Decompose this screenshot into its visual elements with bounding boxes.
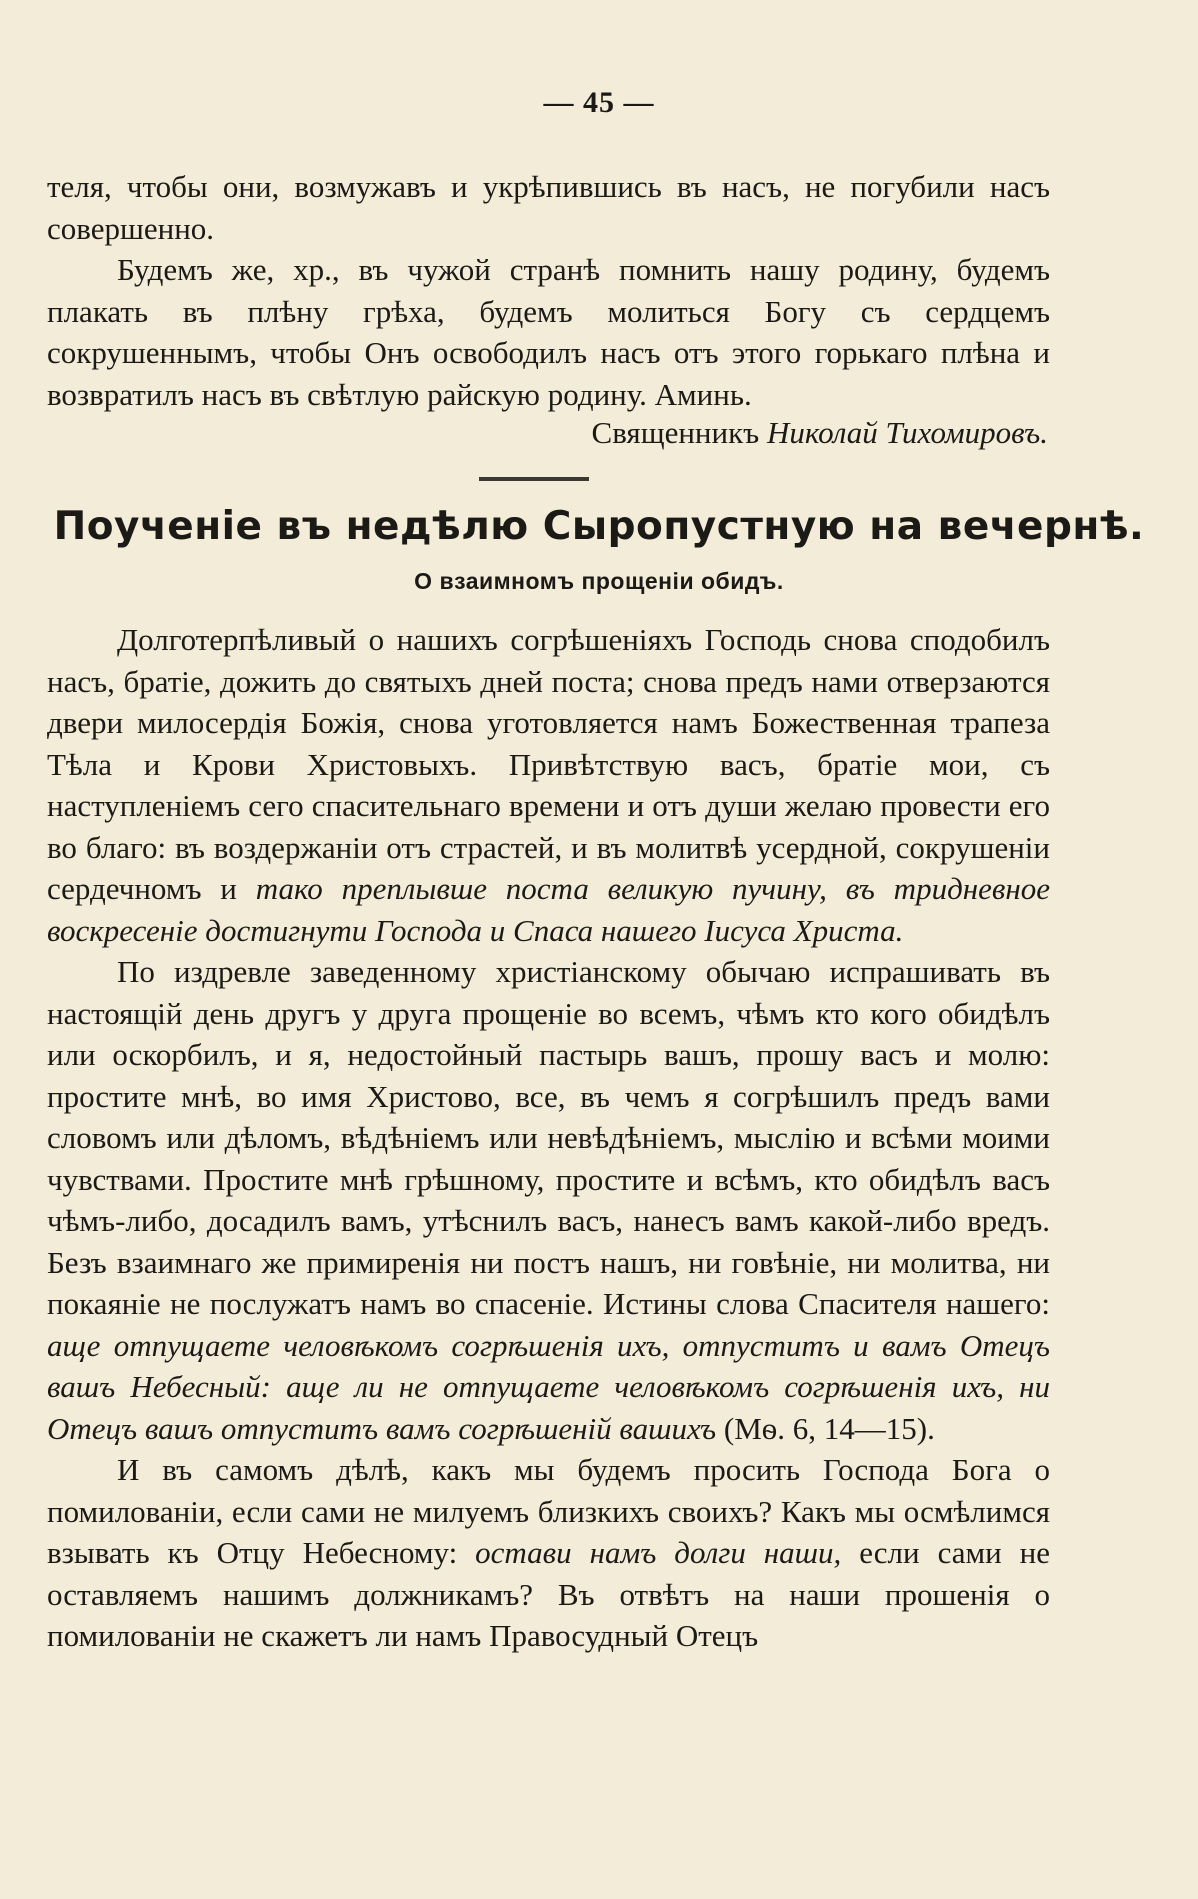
intro-paragraph-2: Будемъ же, хр., въ чужой странѣ помнить нашу родину, будемъ плакать въ плѣну грѣха, будемъ молиться Богу съ сердцемъ сокрушеннымъ, чтобы Онъ освободилъ насъ отъ этого горькаго плѣна и возвратилъ насъ въ свѣтлую райскую родину. Аминь. — [47, 252, 1050, 412]
sermon-paragraph-3 — [47, 1449, 1050, 1657]
sermon-paragraph-3-text-end: если сами не оставляемъ нашимъ должникамъ? Въ отвѣтъ на наши прошенія о помилованіи не скажетъ ли намъ Правосудный Отецъ — [47, 1535, 1050, 1653]
section-divider — [479, 477, 589, 481]
page-number: — 45 — — [543, 86, 655, 119]
sermon-paragraph-2-reference: (Мѳ. 6, 14—15). — [716, 1410, 935, 1446]
sermon-paragraph-3-text: И въ самомъ дѣлѣ, какъ мы будемъ просить Господа Бога о помилованіи, если сами не милуемъ близкихъ своихъ? Какъ мы осмѣлимся взывать къ Отцу Небесному: — [47, 1452, 1050, 1570]
sermon-subtitle: О взаимномъ прощеніи обидъ. — [414, 568, 784, 594]
sermon-paragraph-3-quote: остави намъ долги наши, — [475, 1535, 842, 1570]
sermon-paragraph-2-text: По издревле заведенному христіанскому обычаю испрашивать въ настоящій день другъ у друга прощеніе во всемъ, чѣмъ кто кого обидѣлъ или оскорбилъ, и я, недостойный пастырь вашъ, прошу васъ и молю: простите мнѣ, во имя Христово, все, въ чемъ я согрѣшилъ предъ вами словомъ или дѣломъ, вѣдѣніемъ или невѣдѣніемъ, мыслію и всѣми моими чувствами. Простите мнѣ грѣшному, простите и всѣмъ, кто обидѣлъ васъ чѣмъ-либо, досадилъ вамъ, утѣснилъ васъ, нанесъ вамъ какой-либо вредъ. Безъ взаимнаго же примиренія ни постъ нашъ, ни говѣніе, ни молитва, ни покаяніе не послужатъ намъ во спасеніе. Истины слова Спасителя нашего: — [47, 954, 1050, 1321]
signature-name: Николай Тихомировъ. — [766, 415, 1048, 450]
sermon-paragraph-1 — [47, 619, 1050, 951]
sermon-body — [47, 619, 1050, 1657]
intro-paragraph-1: теля, чтобы они, возмужавъ и укрѣпившись въ насъ, не погубили насъ совершенно. — [47, 169, 1050, 246]
signature-role: Священникъ — [591, 415, 760, 450]
sermon-paragraph-2 — [47, 951, 1050, 1449]
sermon-title: Поученіе въ недѣлю Сыропустную на вечернѣ. — [53, 504, 1145, 549]
sermon-paragraph-1-text: Долготерпѣливый о нашихъ согрѣшеніяхъ Господь снова сподобилъ насъ, братіе, дожить до святыхъ дней поста; снова предъ нами отверзаются двери милосердія Божія, снова уготовляется намъ Божественная трапеза Тѣла и Крови Христовыхъ. Привѣтствую васъ, братіе мои, съ наступленіемъ сего спасительнаго времени и отъ души желаю провести его во благо: въ воздержаніи отъ страстей, и въ молитвѣ усердной, сокрушеніи сердечномъ и — [47, 622, 1050, 906]
intro-text — [47, 166, 1050, 415]
sermon-paragraph-2-quote: аще отпущаете человѣкомъ согрѣшенія ихъ, отпуститъ и вамъ Отецъ вашъ Небесный: аще ли не отпущаете человѣкомъ согрѣшенія ихъ, ни Отецъ вашъ отпуститъ вамъ согрѣшеній вашихъ — [47, 1327, 1050, 1446]
sermon-paragraph-1-quote: тако преплывше поста великую пучину, въ тридневное воскресеніе достигнути Господа и Спаса нашего Іисуса Христа. — [47, 871, 1050, 948]
signature — [592, 412, 1048, 454]
